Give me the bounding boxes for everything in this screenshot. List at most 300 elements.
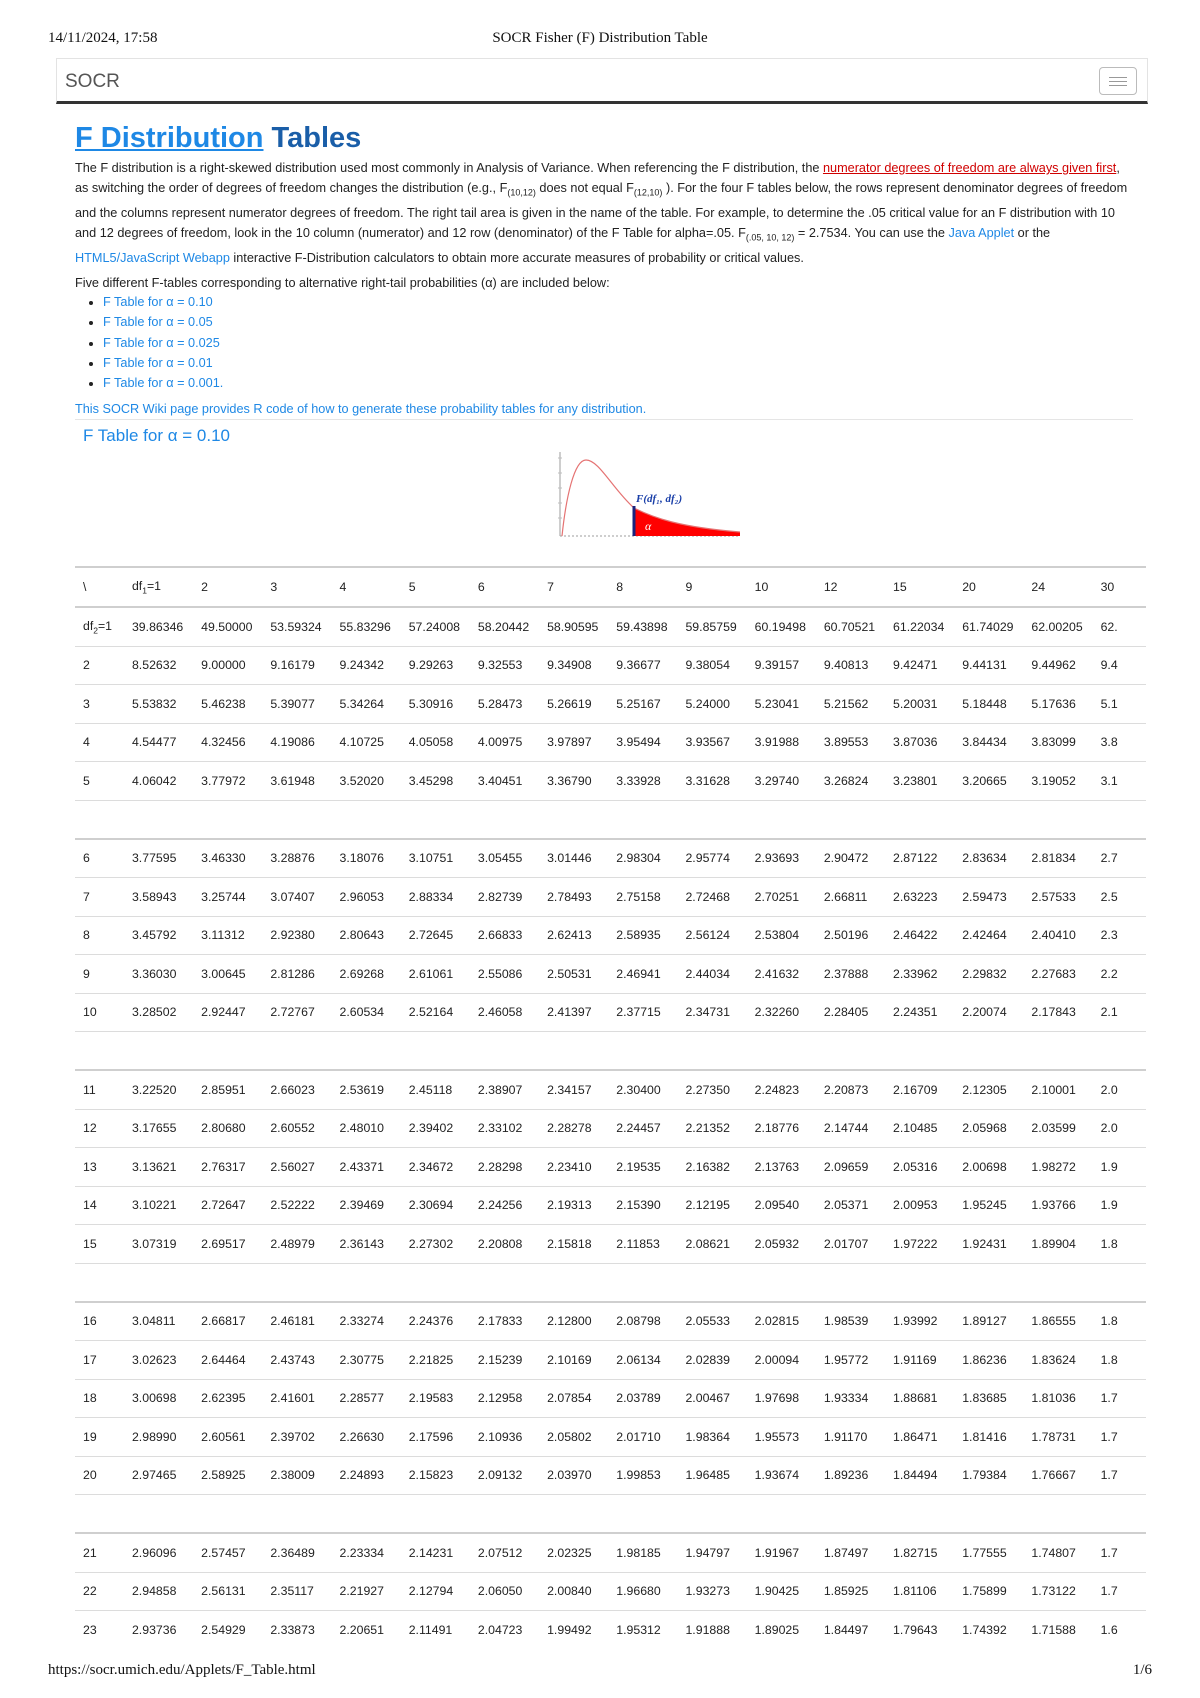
table-cell: 3.01446 [539,839,608,878]
table-cell: 1.91888 [677,1611,746,1649]
table-cell: 2.05968 [954,1109,1023,1148]
table-cell: 2.62395 [193,1379,262,1418]
page-title [75,122,1133,155]
table-cell: 2.41632 [747,955,816,994]
table-cell: 2.92447 [193,993,262,1032]
table-cell: 61.22034 [885,607,954,646]
table-cell: 2.28278 [539,1109,608,1148]
table-cell: 9.44131 [954,646,1023,685]
table-cell: 2.17833 [470,1302,539,1341]
hamburger-menu-icon[interactable] [1099,67,1137,95]
table-cell: 2.02325 [539,1533,608,1572]
table-cell: 53.59324 [262,607,331,646]
spacer-row [75,1495,1146,1534]
table-cell: 2.53804 [747,916,816,955]
table-cell: 2.98304 [608,839,677,878]
table-cell: 1.85925 [816,1572,885,1611]
table-cell: 5.28473 [470,685,539,724]
table-cell: 9.16179 [262,646,331,685]
column-header: 2 [193,567,262,607]
table-cell: 2.28298 [470,1148,539,1187]
list-item [103,292,1133,312]
table-cell: 5.25167 [608,685,677,724]
table-cell: 2.14744 [816,1109,885,1148]
table-cell: 3.07319 [124,1225,193,1264]
title-link[interactable]: F Distribution [75,122,264,154]
table-cell: 2.11853 [608,1225,677,1264]
row-header: 4 [75,723,124,762]
figure-label: F(df₁, df₂) [636,493,683,505]
table-cell: 2.10001 [1023,1070,1092,1109]
table-row [75,1418,1146,1457]
intro-paragraph [75,158,1133,268]
spacer-row [75,800,1146,839]
table-cell: 1.97222 [885,1225,954,1264]
table-cell: 2.15390 [608,1186,677,1225]
table-cell: 2.30694 [401,1186,470,1225]
table-cell: 1.7 [1093,1379,1146,1418]
table-cell: 1.96485 [677,1456,746,1495]
column-header: 7 [539,567,608,607]
table-cell: 1.8 [1093,1341,1146,1380]
list-item [103,333,1133,353]
table-cell: 3.36030 [124,955,193,994]
table-cell: 1.83685 [954,1379,1023,1418]
row-header: 5 [75,762,124,801]
table-row [75,1070,1146,1109]
table-cell: 1.89904 [1023,1225,1092,1264]
table-cell: 3.89553 [816,723,885,762]
table-cell: 2.60561 [193,1418,262,1457]
print-footer [48,1662,1152,1682]
table-cell: 2.34157 [539,1070,608,1109]
print-date: 14/11/2024, 17:58 [48,30,158,46]
table-cell: 2.82739 [470,878,539,917]
table-cell: 2.40410 [1023,916,1092,955]
table-cell: 5.18448 [954,685,1023,724]
table-cell: 2.13763 [747,1148,816,1187]
table-cell: 3.77595 [124,839,193,878]
table-link-0001[interactable]: F Table for α = 0.001. [103,376,224,391]
table-row [75,1109,1146,1148]
table-cell: 62.00205 [1023,607,1092,646]
numerator-first-link[interactable]: numerator degrees of freedom are always given first [822,161,1117,175]
table-cell: 5.53832 [124,685,193,724]
table-cell: 2.01707 [816,1225,885,1264]
table-cell: 58.90595 [539,607,608,646]
row-header: 6 [75,839,124,878]
table-cell: 55.83296 [332,607,401,646]
table-cell: 9.36677 [608,646,677,685]
table-cell: 2.20873 [816,1070,885,1109]
table-cell: 1.7 [1093,1418,1146,1457]
table-cell: 2.05932 [747,1225,816,1264]
table-cell: 1.8 [1093,1302,1146,1341]
table-cell: 1.88681 [885,1379,954,1418]
table-cell: 1.74807 [1023,1533,1092,1572]
table-cell: 1.95312 [608,1611,677,1649]
table-cell: 1.90425 [747,1572,816,1611]
table-link-001[interactable]: F Table for α = 0.01 [103,355,213,370]
webapp-link[interactable]: HTML5/JavaScript Webapp [75,250,230,265]
table-cell: 2.09132 [470,1456,539,1495]
table-cell: 3.91988 [747,723,816,762]
table-cell: 2.24893 [332,1456,401,1495]
table-cell: 2.37888 [816,955,885,994]
column-header: 12 [816,567,885,607]
table-cell: 2.36143 [332,1225,401,1264]
table-cell: 3.40451 [470,762,539,801]
table-cell: 2.23410 [539,1148,608,1187]
table-cell: 2.16382 [677,1148,746,1187]
table-cell: 2.44034 [677,955,746,994]
table-cell: 1.83624 [1023,1341,1092,1380]
table-cell: 2.00953 [885,1186,954,1225]
table-cell: 2.59473 [954,878,1023,917]
java-applet-link[interactable]: Java Applet [948,226,1015,241]
table-cell: 2.06050 [470,1572,539,1611]
table-cell: 2.45118 [401,1070,470,1109]
table-cell: 1.93334 [816,1379,885,1418]
table-links-list [75,292,1133,393]
table-cell: 58.20442 [470,607,539,646]
table-cell: 9.29263 [401,646,470,685]
table-cell: 3.26824 [816,762,885,801]
table-cell: 3.13621 [124,1148,193,1187]
table-cell: 3.45298 [401,762,470,801]
table-cell: 2.43371 [332,1148,401,1187]
table-cell: 2.0 [1093,1070,1146,1109]
column-header: 8 [608,567,677,607]
table-cell: 2.46422 [885,916,954,955]
table-cell: 2.24376 [401,1302,470,1341]
table-cell: 3.05455 [470,839,539,878]
table-cell: 1.81106 [885,1572,954,1611]
table-cell: 2.21825 [401,1341,470,1380]
table-cell: 3.17655 [124,1109,193,1148]
table-cell: 2.66811 [816,878,885,917]
table-cell: 3.33928 [608,762,677,801]
table-row [75,955,1146,994]
socr-wiki-link[interactable]: This SOCR Wiki page provides R code of how to generate these probability tables for any distribution. [75,402,1133,420]
table-cell: 2.46181 [262,1302,331,1341]
table-cell: 2.00094 [747,1341,816,1380]
table-cell: 4.10725 [332,723,401,762]
table-cell: 3.83099 [1023,723,1092,762]
table-cell: 5.21562 [816,685,885,724]
spacer-row [75,1263,1146,1302]
table-cell: 2.72647 [193,1186,262,1225]
table-row [75,916,1146,955]
intro-text-4: ). For the four F tables below, the rows represent denominator degrees of freedom and the columns represent numerator degrees of freedom. The right tail area is given in the name of the table. For example, to determine the .05 critical value for an F distribution with 10 and 12 degrees of freedom, look in the 10 column (numerator) and 12 row (denominator) of the F Table for alpha=.05. F [75,181,1128,241]
table-cell: 1.98364 [677,1418,746,1457]
table-cell: 2.15823 [401,1456,470,1495]
table-cell: 2.16709 [885,1070,954,1109]
table-cell: 3.1 [1093,762,1146,801]
table-cell: 2.66817 [193,1302,262,1341]
table-cell: 2.48010 [332,1109,401,1148]
table-cell: 2.27302 [401,1225,470,1264]
table-cell: 2.35117 [262,1572,331,1611]
table-cell: 9.44962 [1023,646,1092,685]
table-cell: 1.98185 [608,1533,677,1572]
table-cell: 3.45792 [124,916,193,955]
spacer-row [75,1032,1146,1071]
table-cell: 2.24823 [747,1070,816,1109]
table-cell: 5.17636 [1023,685,1092,724]
table-cell: 2.56124 [677,916,746,955]
table-cell: 2.30775 [332,1341,401,1380]
table-cell: 3.31628 [677,762,746,801]
title-suffix: Tables [271,122,362,154]
table-cell: 2.96096 [124,1533,193,1572]
table-cell: 9.40813 [816,646,885,685]
table-cell: 3.77972 [193,762,262,801]
table-cell: 2.05316 [885,1148,954,1187]
table-cell: 2.39402 [401,1109,470,1148]
table-cell: 1.89127 [954,1302,1023,1341]
table-cell: 2.69268 [332,955,401,994]
table-row [75,1148,1146,1187]
row-header: 19 [75,1418,124,1457]
table-row [75,1611,1146,1649]
row-header: 16 [75,1302,124,1341]
table-cell: 3.8 [1093,723,1146,762]
five-tables-text: Five different F-tables corresponding to alternative right-tail probabilities (α) are included below: [75,276,610,291]
table-cell: 2.80680 [193,1109,262,1148]
table-cell: 3.25744 [193,878,262,917]
table-cell: 2.38009 [262,1456,331,1495]
table-cell: 2.46941 [608,955,677,994]
table-cell: 2.62413 [539,916,608,955]
table-row [75,1341,1146,1380]
table-cell: 2.00467 [677,1379,746,1418]
table-cell: 4.32456 [193,723,262,762]
table-cell: 2.98990 [124,1418,193,1457]
table-cell: 5.24000 [677,685,746,724]
table-cell: 9.34908 [539,646,608,685]
table-cell: 1.95573 [747,1418,816,1457]
table-cell: 2.03970 [539,1456,608,1495]
table-cell: 2.19535 [608,1148,677,1187]
table-cell: 5.23041 [747,685,816,724]
table-cell: 1.84494 [885,1456,954,1495]
table-cell: 2.03789 [608,1379,677,1418]
table-cell: 2.88334 [401,878,470,917]
table-cell: 1.99853 [608,1456,677,1495]
table-cell: 1.82715 [885,1533,954,1572]
column-header: 30 [1093,567,1146,607]
table-cell: 1.7 [1093,1533,1146,1572]
table-cell: 1.89025 [747,1611,816,1649]
table-cell: 2.20074 [954,993,1023,1032]
table-cell: 49.50000 [193,607,262,646]
table-cell: 2.83634 [954,839,1023,878]
table-cell: 2.95774 [677,839,746,878]
table-cell: 1.9 [1093,1148,1146,1187]
table-cell: 2.97465 [124,1456,193,1495]
table-cell: 9.00000 [193,646,262,685]
table-cell: 39.86346 [124,607,193,646]
column-header: $df_1=1$ [124,567,193,607]
table-cell: 3.61948 [262,762,331,801]
table-cell: 1.74392 [954,1611,1023,1649]
intro-sub-2: (12,10) [633,187,663,198]
table-cell: 60.19498 [747,607,816,646]
figure-alpha: α [645,519,652,533]
table-row [75,1186,1146,1225]
row-header: 20 [75,1456,124,1495]
table-cell: 2.72767 [262,993,331,1032]
table-cell: 3.00645 [193,955,262,994]
table-cell: 2.81834 [1023,839,1092,878]
brand-link[interactable]: SOCR [65,71,120,92]
table-cell: 9.32553 [470,646,539,685]
table-cell: 2.17596 [401,1418,470,1457]
table-cell: 59.85759 [677,607,746,646]
table-cell: 2.81286 [262,955,331,994]
table-cell: 2.28405 [816,993,885,1032]
column-header: 4 [332,567,401,607]
table-row [75,1225,1146,1264]
print-document-title: SOCR Fisher (F) Distribution Table [492,30,708,46]
table-cell: 1.86555 [1023,1302,1092,1341]
table-row [75,839,1146,878]
table-cell: 2.64464 [193,1341,262,1380]
table-cell: 1.7 [1093,1456,1146,1495]
table-cell: 5.20031 [885,685,954,724]
table-cell: 2.10936 [470,1418,539,1457]
table-cell: 2.21352 [677,1109,746,1148]
table-row [75,1533,1146,1572]
table-cell: 2.26630 [332,1418,401,1457]
table-cell: 62. [1093,607,1146,646]
table-cell: 3.46330 [193,839,262,878]
f-table-010 [75,566,1146,1649]
row-header: 22 [75,1572,124,1611]
table-cell: 2.92380 [262,916,331,955]
table-cell: 57.24008 [401,607,470,646]
table-row [75,1302,1146,1341]
table-cell: 2.76317 [193,1148,262,1187]
table-cell: 2.0 [1093,1109,1146,1148]
table-cell: 2.24351 [885,993,954,1032]
table-cell: 2.19583 [401,1379,470,1418]
table-cell: 3.97897 [539,723,608,762]
table-cell: 2.48979 [262,1225,331,1264]
table-cell: 1.84497 [816,1611,885,1649]
table-cell: 1.97698 [747,1379,816,1418]
table-cell: 2.33274 [332,1302,401,1341]
table-cell: 2.50531 [539,955,608,994]
table-cell: 2.96053 [332,878,401,917]
table-cell: 3.22520 [124,1070,193,1109]
table-cell: 2.50196 [816,916,885,955]
table-cell: 2.02815 [747,1302,816,1341]
table-row [75,1456,1146,1495]
table-cell: 1.79384 [954,1456,1023,1495]
table-cell: 2.03599 [1023,1109,1092,1148]
table-cell: 5.46238 [193,685,262,724]
f-distribution-figure [554,448,754,544]
table-cell: 3.11312 [193,916,262,955]
table-cell: 2.72468 [677,878,746,917]
table-cell: 5.34264 [332,685,401,724]
row-header: 23 [75,1611,124,1649]
table-cell: 3.23801 [885,762,954,801]
table-cell: 1.87497 [816,1533,885,1572]
table-cell: 4.19086 [262,723,331,762]
row-header: 2 [75,646,124,685]
table-header-row [75,567,1146,607]
table-cell: 2.12958 [470,1379,539,1418]
table-cell: 1.93273 [677,1572,746,1611]
table-cell: 2.37715 [608,993,677,1032]
table-cell: 2.80643 [332,916,401,955]
table-cell: 2.07512 [470,1533,539,1572]
table-cell: 2.3 [1093,916,1146,955]
table-cell: 2.90472 [816,839,885,878]
table-cell: 3.29740 [747,762,816,801]
table-row [75,993,1146,1032]
table-cell: 2.20651 [332,1611,401,1649]
table-cell: 1.92431 [954,1225,1023,1264]
table-cell: 2.33962 [885,955,954,994]
table-cell: 2.93693 [747,839,816,878]
table-cell: 2.5 [1093,878,1146,917]
table-cell: 2.2 [1093,955,1146,994]
table-cell: 2.63223 [885,878,954,917]
table-link-005[interactable]: F Table for α = 0.05 [103,315,213,330]
table-cell: 2.12305 [954,1070,1023,1109]
table-cell: 1.93674 [747,1456,816,1495]
table-cell: 1.98272 [1023,1148,1092,1187]
table-cell: 1.93992 [885,1302,954,1341]
table-cell: 2.11491 [401,1611,470,1649]
table-cell: 2.01710 [608,1418,677,1457]
table-row [75,685,1146,724]
row-header: 3 [75,685,124,724]
table-cell: 2.34672 [401,1148,470,1187]
table-cell: 60.70521 [816,607,885,646]
table-cell: 2.33102 [470,1109,539,1148]
table-cell: 2.94858 [124,1572,193,1611]
intro-sub-3: (.05, 10, 12) [745,232,795,243]
table-cell: 2.57457 [193,1533,262,1572]
table-cell: 1.75899 [954,1572,1023,1611]
row-header: 21 [75,1533,124,1572]
table-link-010[interactable]: F Table for α = 0.10 [103,295,213,310]
table-cell: 3.95494 [608,723,677,762]
table-cell: 3.84434 [954,723,1023,762]
table-row [75,723,1146,762]
table-cell: 3.87036 [885,723,954,762]
table-cell: 2.41601 [262,1379,331,1418]
table-cell: 3.19052 [1023,762,1092,801]
table-cell: 2.27350 [677,1070,746,1109]
table-cell: 2.61061 [401,955,470,994]
corner-cell: \ [75,567,124,607]
table-cell: 2.08798 [608,1302,677,1341]
table-cell: 2.30400 [608,1070,677,1109]
table-cell: 1.71588 [1023,1611,1092,1649]
table-cell: 2.52164 [401,993,470,1032]
table-link-0025[interactable]: F Table for α = 0.025 [103,335,220,350]
table-cell: 2.55086 [470,955,539,994]
intro-text-7: interactive F-Distribution calculators to obtain more accurate measures of probability or critical values. [229,250,804,265]
table-cell: 4.06042 [124,762,193,801]
table-cell: 2.39702 [262,1418,331,1457]
